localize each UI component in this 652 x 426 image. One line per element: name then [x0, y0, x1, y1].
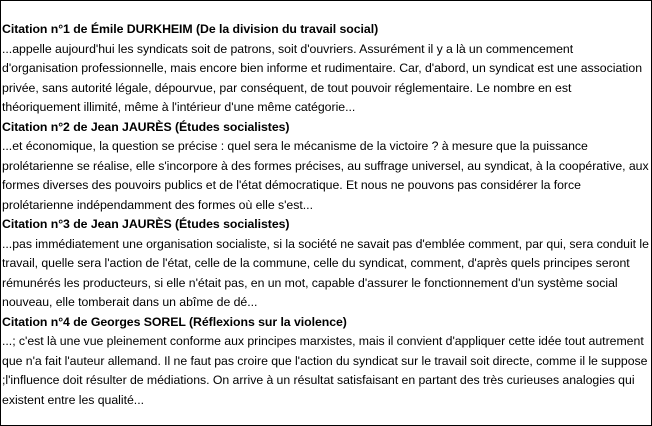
citation-title-4: Citation n°4 de Georges SOREL (Réflexions sur la violence)	[2, 314, 347, 329]
citation-body-1: ...appelle aujourd'hui les syndicats soit de patrons, soit d'ouvriers. Assurément il y a là un commencement d'organisation professionnelle, mais encore bien informe et rudimentaire. Car, d'abord, un syndicat est une association privée, sans autorité légale, dépourvue, par conséquent, de tout pouvoir réglementaire. Le nombre en est théoriquement illimité, même à l'intérieur d'une même catégorie...	[2, 41, 643, 114]
citation-block-3	[2, 215, 650, 313]
citation-block-2	[2, 118, 650, 216]
citation-title-1: Citation n°1 de Émile DURKHEIM (De la division du travail social)	[2, 22, 379, 36]
citation-body-4: ...; c'est là une vue pleinement conforme aux principes marxistes, mais il convient d'appliquer cette idée tout autrement que n'a fait l'auteur allemand. Il ne faut pas croire que l'action du syndicat sur le travail soit directe, comme il le suppose ;l'influence doit résulter de médiations. On arrive à un résultat satisfaisant en partant des très curieuses analogies qui existent entre les qualité...	[2, 334, 648, 407]
citation-title-3: Citation n°3 de Jean JAURÈS (Études socialistes)	[2, 217, 290, 231]
citation-body-2: ...et économique, la question se précise : quel sera le mécanisme de la victoire ? à mesure que la puissance prolétarienne se réalise, elle s'incorpore à des formes précises, au suffrage universel, au syndicat, à la coopérative, aux formes diverses des pouvoirs publics et de l'état démocratique. Et nous ne pouvons pas considérer la force prolétarienne indépendamment des formes où elle s'est...	[2, 139, 649, 212]
citation-title-2: Citation n°2 de Jean JAURÈS (Études socialistes)	[2, 119, 290, 134]
citations-list	[2, 20, 650, 410]
citation-block-1	[2, 20, 650, 118]
citation-block-4	[2, 313, 650, 411]
citation-body-3: ...pas immédiatement une organisation socialiste, si la société ne savait pas d'emblée comment, par qui, sera conduit le travail, quelle sera l'action de l'état, celle de la commune, celle du syndicat, comment, d'après quels principes seront rémunérés les producteurs, si elle n'était pas, en un mot, capable d'assurer le fonctionnement d'un système social nouveau, elle tomberait dans un abîme de dé...	[2, 236, 649, 309]
